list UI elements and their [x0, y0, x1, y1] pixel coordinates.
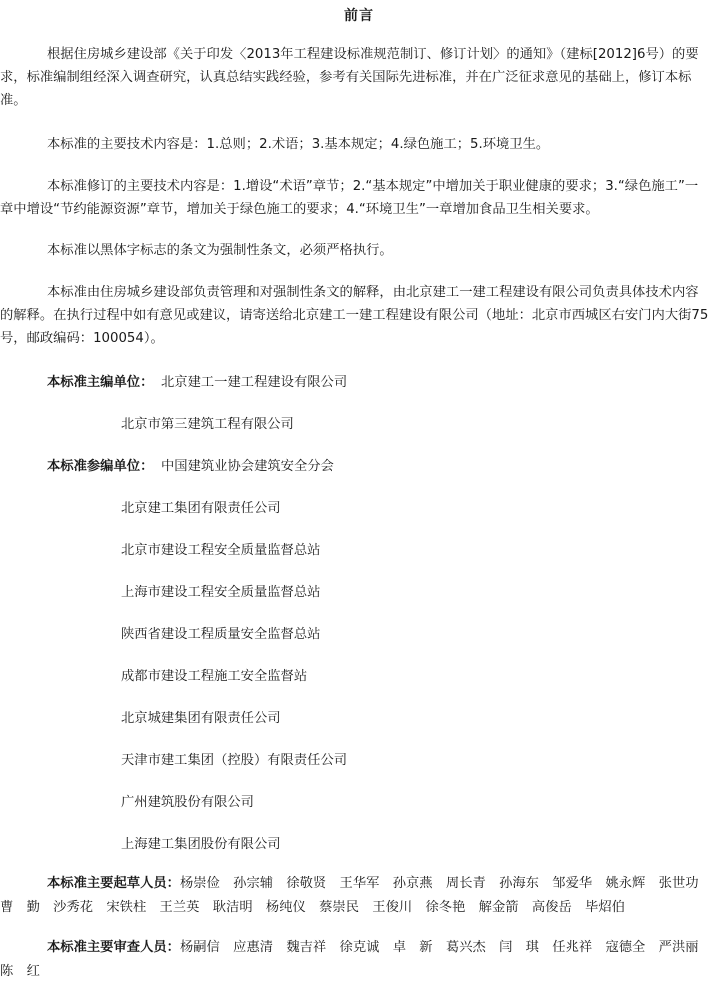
drafters-label: 本标准主要起草人员：	[47, 876, 180, 891]
participating-unit-item: 成都市建设工程施工安全监督站	[121, 669, 308, 684]
participating-unit-item: 陕西省建设工程质量安全监督总站	[121, 627, 321, 642]
reviewers-names: 杨嗣信 应惠清 魏吉祥 徐克诚 卓 新 葛兴杰 闫 琪 任兆祥 寇德全 严洪丽 陈 红	[0, 940, 712, 979]
participating-unit-item: 北京市建设工程安全质量监督总站	[121, 543, 321, 558]
participating-unit-item: 中国建筑业协会建筑安全分会	[161, 459, 334, 474]
reviewers-label: 本标准主要审查人员：	[47, 940, 180, 955]
chief-unit-item: 北京建工一建工程建设有限公司	[161, 375, 348, 390]
drafters-block	[0, 872, 712, 920]
paragraph-main-content: 本标准的主要技术内容是：1.总则；2.术语；3.基本规定；4.绿色施工；5.环境卫生。	[47, 137, 550, 152]
participating-unit-item: 广州建筑股份有限公司	[121, 795, 254, 810]
paragraph-revision-content: 本标准修订的主要技术内容是：1.增设“术语”章节；2.“基本规定”中增加关于职业健康的要求；3.“绿色施工”一章中增设“节约能源资源”章节，增加关于绿色施工的要求；4.“环境卫生”一章增加食品卫生相关要求。	[0, 179, 699, 217]
participating-unit-item: 上海建工集团股份有限公司	[121, 837, 281, 852]
participating-units-label: 本标准参编单位：	[47, 459, 154, 474]
chief-unit-item: 北京市第三建筑工程有限公司	[121, 417, 294, 432]
page-title: 前言	[344, 8, 374, 24]
participating-unit-item: 北京建工集团有限责任公司	[121, 501, 281, 516]
reviewers-block	[0, 936, 712, 984]
paragraph-management: 本标准由住房城乡建设部负责管理和对强制性条文的解释，由北京建工一建工程建设有限公司负责具体技术内容的解释。在执行过程中如有意见或建议，请寄送给北京建工一建工程建设有限公司（地址：北京市西城区右安门内大街75号，邮政编码：100054）。	[0, 285, 709, 346]
paragraph-basis: 根据住房城乡建设部《关于印发〈2013年工程建设标准规范制订、修订计划〉的通知》（建标[2012]6号）的要求，标准编制组经深入调查研究，认真总结实践经验，参考有关国际先进标准，并在广泛征求意见的基础上，修订本标准。	[0, 47, 699, 108]
participating-unit-item: 天津市建工集团（控股）有限责任公司	[121, 753, 348, 768]
drafters-names: 杨崇俭 孙宗辅 徐敬贤 王华军 孙京燕 周长青 孙海东 邹爱华 姚永辉 张世功 曹 勤 沙秀花 宋铁柱 王兰英 耿洁明 杨纯仪 蔡崇民 王俊川 徐冬艳 解金箭 高俊岳 毕炤伯	[0, 876, 712, 915]
chief-units-label: 本标准主编单位：	[47, 375, 154, 390]
paragraph-mandatory-clauses: 本标准以黑体字标志的条文为强制性条文，必须严格执行。	[47, 243, 393, 258]
participating-unit-item: 上海市建设工程安全质量监督总站	[121, 585, 321, 600]
participating-unit-item: 北京城建集团有限责任公司	[121, 711, 281, 726]
